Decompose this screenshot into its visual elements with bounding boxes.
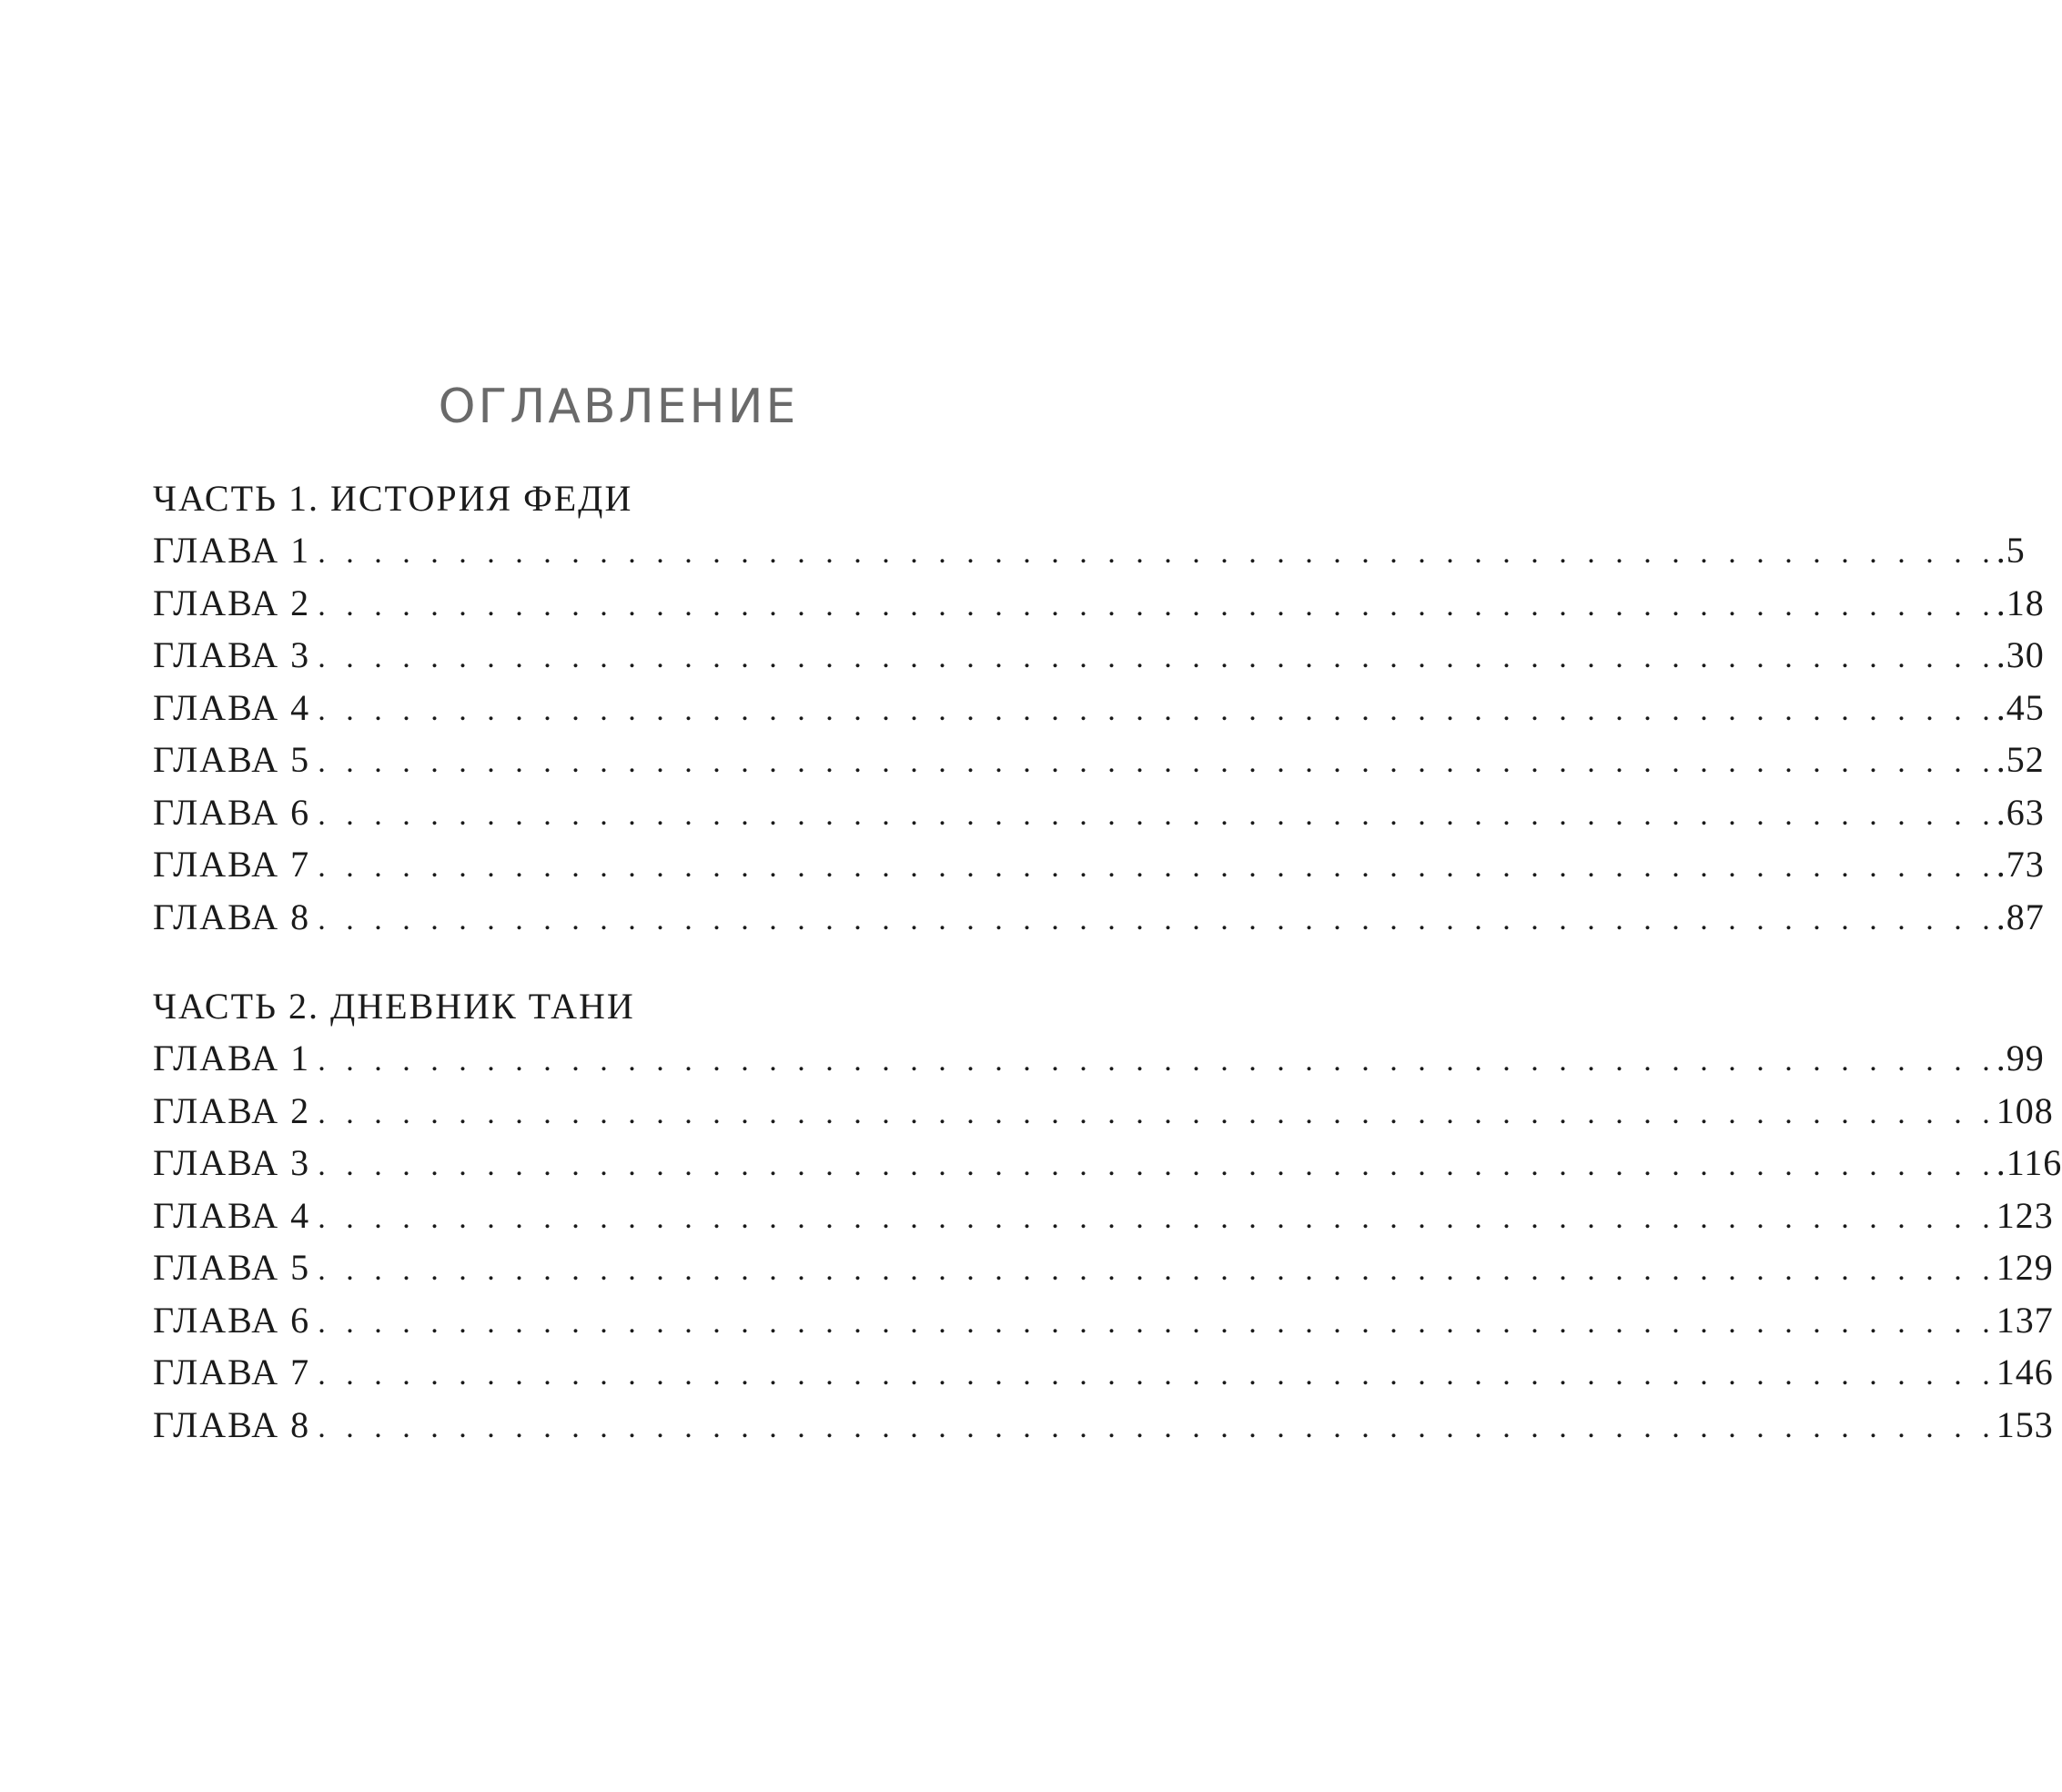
toc-entry[interactable] [153, 629, 2045, 682]
part-heading: ЧАСТЬ 2. ДНЕВНИК ТАНИ [153, 986, 635, 1027]
chapter-label: ГЛАВА 8 [153, 1403, 311, 1445]
page-number: .18 [1996, 582, 2045, 623]
chapter-label: ГЛАВА 1 [153, 530, 311, 571]
dot-leader: . . . . . . . . . . . . . . . . . . . . . . . . . . . . . . . . . . . . . . . . . . . . . . . . . . . . . . . . . . . . [318, 1253, 1996, 1287]
chapter-label: ГЛАВА 1 [153, 1038, 311, 1078]
chapter-label: ГЛАВА 5 [153, 1247, 311, 1288]
toc-entry[interactable] [153, 682, 2045, 734]
page-number: .63 [1996, 791, 2045, 833]
chapter-label: ГЛАВА 8 [153, 896, 311, 937]
dot-leader: . . . . . . . . . . . . . . . . . . . . . . . . . . . . . . . . . . . . . . . . . . . . . . . . . . . . . . . . . . . . [318, 797, 1996, 832]
toc-entry[interactable] [153, 786, 2045, 839]
dot-leader: . . . . . . . . . . . . . . . . . . . . . . . . . . . . . . . . . . . . . . . . . . . . . . . . . . . . . . . . . . . . [318, 588, 1996, 623]
toc-entry[interactable] [153, 838, 2045, 891]
toc-entry[interactable] [153, 524, 2026, 577]
page-number: 108 [1996, 1089, 2054, 1131]
dot-leader: . . . . . . . . . . . . . . . . . . . . . . . . . . . . . . . . . . . . . . . . . . . . . . . . . . . . . . . . . . . . [318, 536, 1996, 570]
dot-leader: . . . . . . . . . . . . . . . . . . . . . . . . . . . . . . . . . . . . . . . . . . . . . . . . . . . . . . . . . . . . [318, 745, 1996, 779]
page-number: .73 [1996, 844, 2045, 885]
dot-leader: . . . . . . . . . . . . . . . . . . . . . . . . . . . . . . . . . . . . . . . . . . . . . . . . . . . . . . . . . . . . [318, 1305, 1996, 1340]
chapter-label: ГЛАВА 4 [153, 686, 311, 728]
toc-entry[interactable] [153, 1346, 2054, 1399]
part-heading: ЧАСТЬ 1. ИСТОРИЯ ФЕДИ [153, 478, 633, 519]
chapter-label: ГЛАВА 7 [153, 1352, 311, 1392]
toc-entry[interactable] [153, 1032, 2045, 1085]
page-number: 137 [1996, 1299, 2054, 1341]
dot-leader: . . . . . . . . . . . . . . . . . . . . . . . . . . . . . . . . . . . . . . . . . . . . . . . . . . . . . . . . . . . . [318, 641, 1996, 674]
page-number: .30 [1996, 634, 2045, 675]
dot-leader: . . . . . . . . . . . . . . . . . . . . . . . . . . . . . . . . . . . . . . . . . . . . . . . . . . . . . . . . . . . . [318, 902, 1996, 936]
dot-leader: . . . . . . . . . . . . . . . . . . . . . . . . . . . . . . . . . . . . . . . . . . . . . . . . . . . . . . . . . . . . [318, 1096, 1996, 1130]
chapter-label: ГЛАВА 2 [153, 582, 311, 623]
toc-entry[interactable] [153, 1085, 2054, 1138]
dot-leader: . . . . . . . . . . . . . . . . . . . . . . . . . . . . . . . . . . . . . . . . . . . . . . . . . . . . . . . . . . . . [318, 1200, 1996, 1235]
chapter-label: ГЛАВА 7 [153, 844, 311, 885]
dot-leader: . . . . . . . . . . . . . . . . . . . . . . . . . . . . . . . . . . . . . . . . . . . . . . . . . . . . . . . . . . . . [318, 693, 1996, 727]
table-of-contents [153, 473, 2062, 1451]
page-title: ОГЛАВЛЕНИЕ [438, 380, 799, 434]
page-number: .5 [1996, 530, 2026, 571]
dot-leader: . . . . . . . . . . . . . . . . . . . . . . . . . . . . . . . . . . . . . . . . . . . . . . . . . . . . . . . . . . . . [318, 1149, 1996, 1182]
page-number: 146 [1996, 1352, 2054, 1392]
toc-entry[interactable] [153, 1137, 2062, 1190]
chapter-label: ГЛАВА 3 [153, 634, 311, 675]
chapter-label: ГЛАВА 6 [153, 791, 311, 833]
toc-entry[interactable] [153, 577, 2045, 630]
page-number: .45 [1996, 686, 2045, 728]
chapter-label: ГЛАВА 3 [153, 1142, 311, 1183]
toc-entry[interactable] [153, 1294, 2054, 1347]
dot-leader: . . . . . . . . . . . . . . . . . . . . . . . . . . . . . . . . . . . . . . . . . . . . . . . . . . . . . . . . . . . . [318, 1410, 1996, 1444]
chapter-label: ГЛАВА 4 [153, 1194, 311, 1236]
page-number: 129 [1996, 1247, 2054, 1288]
dot-leader: . . . . . . . . . . . . . . . . . . . . . . . . . . . . . . . . . . . . . . . . . . . . . . . . . . . . . . . . . . . . [318, 1044, 1996, 1078]
toc-entry[interactable] [153, 891, 2045, 944]
page-number: 153 [1996, 1403, 2054, 1445]
page-number: .52 [1996, 739, 2045, 780]
toc-entry[interactable] [153, 1399, 2054, 1452]
dot-leader: . . . . . . . . . . . . . . . . . . . . . . . . . . . . . . . . . . . . . . . . . . . . . . . . . . . . . . . . . . . . [318, 1358, 1996, 1392]
toc-entry[interactable] [153, 1190, 2054, 1242]
chapter-label: ГЛАВА 5 [153, 739, 311, 780]
chapter-label: ГЛАВА 2 [153, 1089, 311, 1131]
chapter-label: ГЛАВА 6 [153, 1299, 311, 1341]
dot-leader: . . . . . . . . . . . . . . . . . . . . . . . . . . . . . . . . . . . . . . . . . . . . . . . . . . . . . . . . . . . . [318, 850, 1996, 884]
page-number: 123 [1996, 1194, 2054, 1236]
page-number: .99 [1996, 1038, 2045, 1078]
page-number: .87 [1996, 896, 2045, 937]
page-number: .116 [1996, 1142, 2062, 1183]
toc-part-2 [153, 981, 2062, 1451]
toc-entry[interactable] [153, 734, 2045, 786]
toc-entry[interactable] [153, 1241, 2054, 1294]
toc-part-1 [153, 473, 2045, 943]
